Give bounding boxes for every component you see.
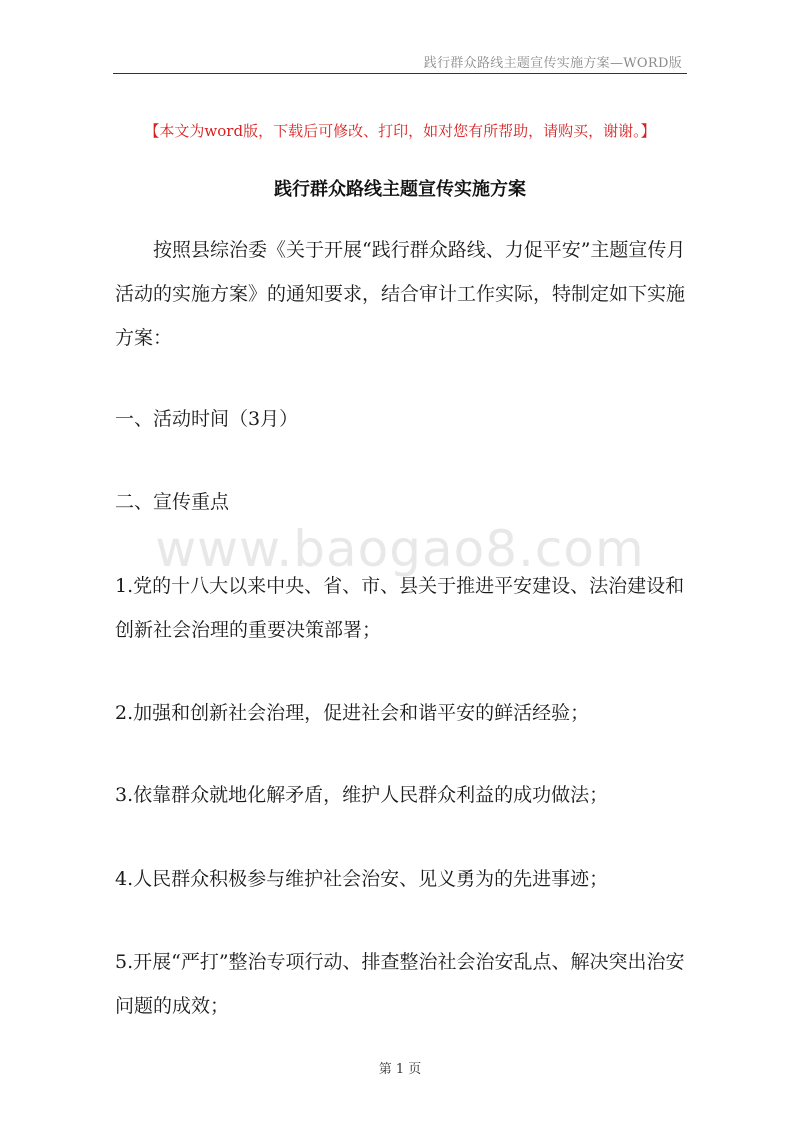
document-title: 践行群众路线主题宣传实施方案 (274, 179, 526, 200)
header-divider (113, 73, 687, 74)
list-item: 3.依靠群众就地化解矛盾，维护人民群众利益的成功做法； (115, 784, 609, 806)
running-header: 践行群众路线主题宣传实施方案—WORD版 (423, 56, 682, 71)
intro-paragraph: 按照县综治委《关于开展“践行群众路线、力促平安”主题宣传月活动的实施方案》的通知要求，结合审计工作实际，特制定如下实施方案： (115, 239, 686, 349)
watermark: www.baogao8.com (155, 520, 645, 578)
list-item: 5.开展“严打”整治专项行动、排查整治社会治安乱点、解决突出治安问题的成效； (115, 951, 685, 1017)
purchase-notice: 【本文为word版，下载后可修改、打印，如对您有所帮助，请购买，谢谢。】 (144, 122, 656, 140)
list-item: 4.人民群众积极参与维护社会治安、见义勇为的先进事迹； (115, 868, 609, 890)
page-number: 第 1 页 (378, 1062, 422, 1077)
section-heading-activity-time: 一、活动时间（3月） (115, 408, 299, 430)
section-heading-publicity-focus: 二、宣传重点 (115, 491, 230, 513)
list-item: 2.加强和创新社会治理，促进社会和谐平安的鲜活经验； (115, 702, 590, 724)
list-item: 1.党的十八大以来中央、省、市、县关于推进平安建设、法治建设和创新社会治理的重要决策部署； (115, 575, 685, 641)
